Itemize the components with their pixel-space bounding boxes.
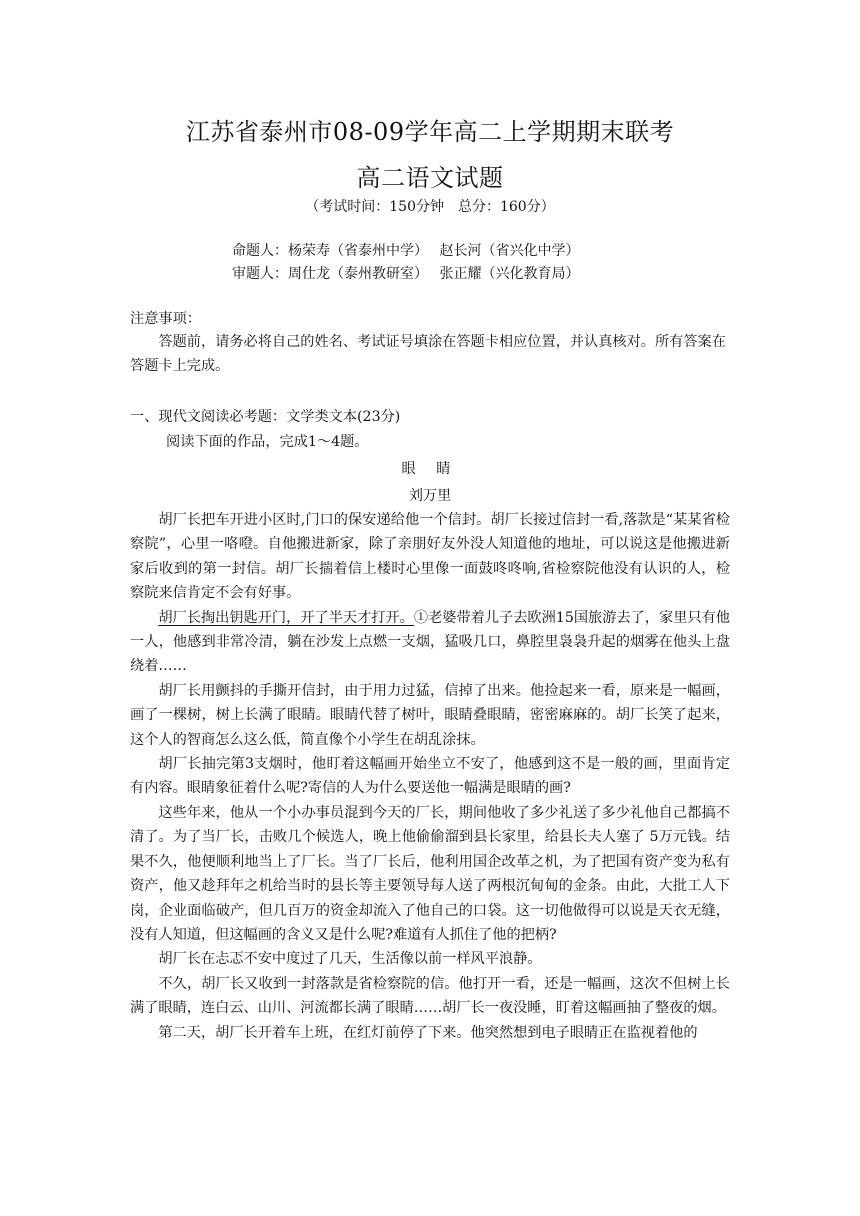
reviewer-line: 审题人：周仕龙（泰州教研室） 张正耀（兴化教育局） xyxy=(232,266,580,282)
story-paragraph: 这些年来，他从一个小办事员混到今天的厂长，期间他收了多少礼送了多少礼他自己都搞不清了。为了当厂长，击败几个候选人，晚上他偷偷溜到县长家里，给县长夫人塞了 5万元钱。结果不久，他便顺利地当上了厂长。当了厂长后，他利用国企改革之机，为了把国有资产变为私有资产，他又趁拜年之机给当时的县长等主要领导每人送了两根沉甸甸的金条。由此，大批工人下岗，企业面临破产，但几百万的资金却流入了他自己的口袋。这一切他做得可以说是天衣无缝，没有人知道，但这幅画的含义又是什么呢?难道有人抓住了他的把柄? xyxy=(130,804,730,943)
story-paragraph xyxy=(130,606,730,679)
page-subtitle: 高二语文试题 xyxy=(356,164,504,192)
setter-line: 命题人：杨荣寿（省泰州中学） 赵长河（省兴化中学） xyxy=(232,243,580,259)
story-body xyxy=(130,508,730,1045)
story-paragraph: 胡厂长抽完第3支烟时，他盯着这幅画开始坐立不安了，他感到这不是一般的画，里面肯定有内容。眼睛象征着什么呢?寄信的人为什么要送他一幅满是眼睛的画? xyxy=(130,756,730,797)
story-text: ①老婆带着儿子去欧洲15国旅游去了，家里只有他一人，他感到非常冷清，躺在沙发上点燃一支烟，猛吸几口，鼻腔里袅袅升起的烟雾在他头上盘绕着…… xyxy=(130,609,730,675)
story-paragraph: 胡厂长在忐忑不安中度过了几天，生活像以前一样风平浪静。 xyxy=(158,951,542,968)
work-title: 眼 睛 xyxy=(401,461,459,477)
section-instruction: 阅读下面的作品，完成1～4题。 xyxy=(166,434,369,450)
story-paragraph: 不久，胡厂长又收到一封落款是省检察院的信。他打开一看，还是一幅画，这次不但树上长满了眼睛，连白云、山川、河流都长满了眼睛……胡厂长一夜没睡，盯着这幅画抽了整夜的烟。 xyxy=(130,975,730,1017)
underlined-sentence: 胡厂长掏出钥匙开门，开了半天才打开。 xyxy=(158,609,414,626)
story-paragraph: 胡厂长用颤抖的手撕开信封，由于用力过猛，信掉了出来。他捡起来一看，原来是一幅画，画了一棵树，树上长满了眼睛。眼睛代替了树叶，眼睛叠眼睛，密密麻麻的。胡厂长笑了起来，这个人的智商怎么这么低，简直像个小学生在胡乱涂抹。 xyxy=(130,682,730,748)
page-title: 江苏省泰州市08-09学年高二上学期期末联考 xyxy=(185,118,675,146)
section-heading: 一、现代文阅读必考题：文学类文本(23分) xyxy=(130,409,401,425)
notice-text: 答题前，请务必将自己的姓名、考试证号填涂在答题卡相应位置，并认真核对。所有答案在答题卡上完成。 xyxy=(130,334,726,375)
notice-heading: 注意事项： xyxy=(130,311,201,327)
story-paragraph: 第二天，胡厂长开着车上班，在红灯前停了下来。他突然想到电子眼睛正在监视着他的 xyxy=(158,1024,698,1041)
exam-info: （考试时间：150分钟 总分：160分） xyxy=(305,199,555,215)
story-paragraph: 胡厂长把车开进小区时,门口的保安递给他一个信封。胡厂长接过信封一看,落款是“某某省检察院”，心里一咯噔。自他搬进新家，除了亲朋好友外没人知道他的地址，可以说这是他搬进新家后收到的第一封信。胡厂长揣着信上楼时心里像一面鼓咚咚响,省检察院他没有认识的人，检察院来信肯定不会有好事。 xyxy=(130,512,730,602)
work-author: 刘万里 xyxy=(408,488,452,504)
